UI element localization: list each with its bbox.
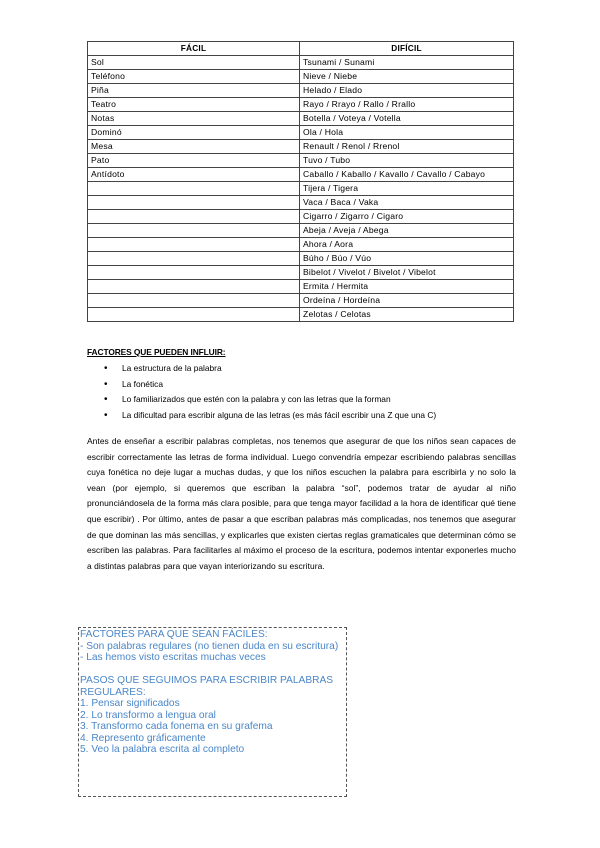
hard-word: Ermita / Hermita — [300, 280, 514, 294]
easy-word — [88, 210, 300, 224]
spacer — [80, 664, 345, 676]
summary-textbox — [78, 627, 347, 797]
hard-word: Tsunami / Sunami — [300, 56, 514, 70]
hard-word: Ola / Hola — [300, 126, 514, 140]
easy-word: Teléfono — [88, 70, 300, 84]
easy-word: Dominó — [88, 126, 300, 140]
easy-word — [88, 280, 300, 294]
table-row — [88, 308, 514, 322]
hard-word: Tuvo / Tubo — [300, 154, 514, 168]
table-row — [88, 140, 514, 154]
easy-factor-item: - Las hemos visto escritas muchas veces — [80, 652, 266, 663]
table-row — [88, 238, 514, 252]
easy-word — [88, 196, 300, 210]
list-item: • Lo familiarizados que estén con la palabra y con las letras que la forman — [104, 392, 524, 408]
hard-word: Búho / Búo / Vúo — [300, 252, 514, 266]
easy-word — [88, 308, 300, 322]
header-hard: DIFÍCIL — [300, 42, 514, 56]
hard-word: Bibelot / Vivelot / Bivelot / Vibelot — [300, 266, 514, 280]
table-row — [88, 56, 514, 70]
list-item: • La dificultad para escribir alguna de las letras (es más fácil escribir una Z que una C) — [104, 408, 524, 424]
words-table — [87, 41, 514, 322]
hard-word: Helado / Elado — [300, 84, 514, 98]
easy-word — [88, 252, 300, 266]
hard-word: Renault / Renol / Rrenol — [300, 140, 514, 154]
table-row — [88, 224, 514, 238]
easy-word: Sol — [88, 56, 300, 70]
easy-word — [88, 294, 300, 308]
easy-word: Notas — [88, 112, 300, 126]
hard-word: Caballo / Kaballo / Kavallo / Cavallo / Cabayo — [300, 168, 514, 182]
hard-word: Rayo / Rrayo / Rallo / Rrallo — [300, 98, 514, 112]
factors-list — [104, 361, 524, 423]
list-item: • La estructura de la palabra — [104, 361, 524, 377]
steps-title: PASOS QUE SEGUIMOS PARA ESCRIBIR PALABRAS REGULARES: — [80, 675, 334, 698]
table-row — [88, 154, 514, 168]
easy-word: Pato — [88, 154, 300, 168]
hard-word: Botella / Voteya / Votella — [300, 112, 514, 126]
table-row — [88, 294, 514, 308]
easy-word: Mesa — [88, 140, 300, 154]
list-item: • La fonética — [104, 377, 524, 393]
easy-word — [88, 266, 300, 280]
factors-heading: FACTORES QUE PUEDEN INFLUIR: — [87, 347, 226, 357]
table-row — [88, 266, 514, 280]
easy-word — [88, 182, 300, 196]
easy-word — [88, 238, 300, 252]
table-row — [88, 168, 514, 182]
step-item: 2. Lo transformo a lengua oral — [80, 709, 216, 721]
step-item: 5. Veo la palabra escrita al completo — [80, 744, 245, 755]
hard-word: Vaca / Baca / Vaka — [300, 196, 514, 210]
hard-word: Tijera / Tigera — [300, 182, 514, 196]
hard-word: Ordeína / Hordeína — [300, 294, 514, 308]
hard-word: Ahora / Aora — [300, 238, 514, 252]
step-item: 4. Represento gráficamente — [80, 732, 206, 744]
textbox-content — [80, 629, 345, 756]
easy-word: Teatro — [88, 98, 300, 112]
table-row — [88, 84, 514, 98]
easy-word: Piña — [88, 84, 300, 98]
easy-word — [88, 224, 300, 238]
hard-word: Nieve / Niebe — [300, 70, 514, 84]
table-row — [88, 182, 514, 196]
easy-word: Antídoto — [88, 168, 300, 182]
easy-factor-item: - Son palabras regulares (no tienen duda en su escritura) — [80, 640, 339, 652]
table-row — [88, 252, 514, 266]
table-header-row — [88, 42, 514, 56]
body-paragraph: Antes de enseñar a escribir palabras completas, nos tenemos que asegurar de que los niños sean capaces de escribir correctamente las letras de forma individual. Luego convendría empezar escribiendo palabras sencillas cuya fonética no deje lugar a muchas dudas, y que los niños escuchen la palabra para escribirla y no solo la vean (por ejemplo, si queremos que escriban la palabra “sol”, podemos tratar de ayudar al niño pronunciándosela de la forma más clara posible, para que tenga mayor facilidad a la hora de identificar qué tiene que escribir) . Por último, antes de pasar a que escriban palabras más complicadas, nos tenemos que asegurar de que dominan las más sencillas, y explicarles que existen ciertas reglas gramaticales que determinan cómo se escriben las palabras. Para facilitarles al máximo el proceso de la escritura, podemos intentar exponerles mucho a distintas palabras para que vayan interiorizando su escritura. — [87, 436, 516, 571]
hard-word: Abeja / Aveja / Abega — [300, 224, 514, 238]
step-item: 3. Transformo cada fonema en su grafema — [80, 721, 273, 732]
table-row — [88, 280, 514, 294]
table-row — [88, 196, 514, 210]
table-row — [88, 70, 514, 84]
table-row — [88, 126, 514, 140]
header-easy: FÁCIL — [88, 42, 300, 56]
table-row — [88, 210, 514, 224]
table-row — [88, 112, 514, 126]
step-item: 1. Pensar significados — [80, 698, 180, 709]
hard-word: Zelotas / Celotas — [300, 308, 514, 322]
table-row — [88, 98, 514, 112]
hard-word: Cigarro / Zigarro / Cigaro — [300, 210, 514, 224]
easy-factors-title: FACTORES PARA QUE SEAN FÁCILES: — [80, 629, 268, 640]
